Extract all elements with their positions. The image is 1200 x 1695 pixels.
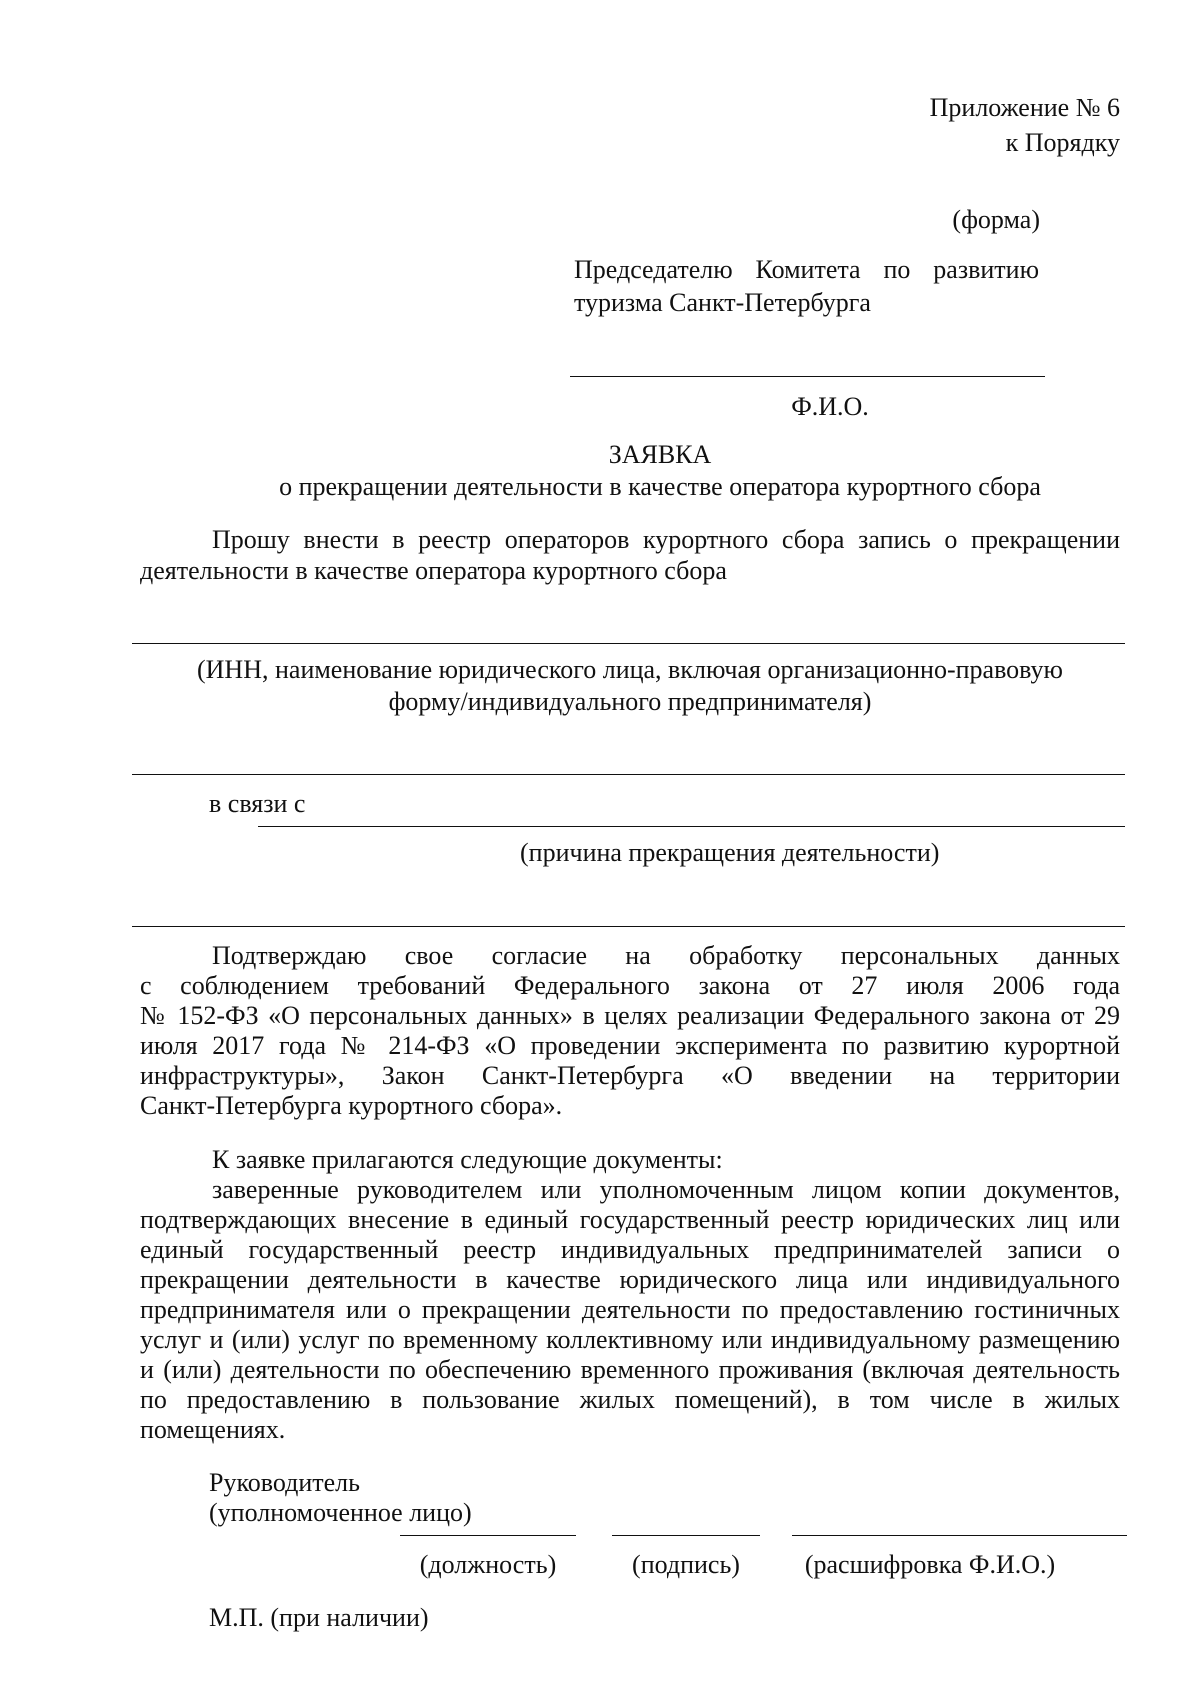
reason-prefix: в связи с (209, 789, 306, 818)
entity-caption-2: форму/индивидуального предпринимателя) (388, 687, 872, 716)
attachments-line-4: прекращении деятельности в качестве юридического лица или индивидуального (140, 1265, 1120, 1294)
attachments-line-7: и (или) деятельности по обеспечению временного проживания (включая деятельность (140, 1355, 1120, 1384)
entity-caption-1: (ИНН, наименование юридического лица, включая организационно-правовую (197, 655, 1063, 684)
attachments-line-1: заверенные руководителем или уполномоченным лицом копии документов, (212, 1175, 1120, 1204)
attachments-line-3: единый государственный реестр индивидуальных предпринимателей записи о (140, 1235, 1120, 1264)
request-line-2: деятельности в качестве оператора курортного сбора (140, 556, 727, 585)
form-label: (форма) (952, 205, 1040, 234)
consent-line-1: Подтверждаю свое согласие на обработку персональных данных (212, 941, 1120, 970)
signature-field-line (612, 1535, 760, 1536)
attachments-intro: К заявке прилагаются следующие документы: (212, 1145, 723, 1174)
entity-field-line (132, 643, 1125, 644)
document-title: ЗАЯВКА (608, 440, 712, 469)
reason-field-line (258, 826, 1125, 827)
stamp-place: М.П. (при наличии) (209, 1603, 429, 1632)
signatory-role-note: (уполномоченное лицо) (209, 1498, 472, 1527)
consent-line-6: Санкт-Петербурга курортного сбора». (140, 1091, 563, 1120)
consent-line-5: инфраструктуры», Закон Санкт-Петербурга «О введении на территории (140, 1061, 1120, 1090)
consent-line-2: с соблюдением требований Федерального закона от 27 июля 2006 года (140, 971, 1120, 1000)
addressee-line-2: туризма Санкт-Петербурга (574, 288, 871, 317)
reason-caption: (причина прекращения деятельности) (520, 838, 940, 867)
entity-field-line-2 (132, 774, 1125, 775)
fio-field-line (570, 376, 1045, 377)
name-caption: (расшифровка Ф.И.О.) (804, 1550, 1056, 1579)
addressee-line-1: Председателю Комитета по развитию (574, 255, 1039, 284)
attachments-line-8: по предоставлению в пользование жилых помещений), в том числе в жилых (140, 1385, 1120, 1414)
signatory-role: Руководитель (209, 1468, 360, 1497)
attachments-line-6: услуг и (или) услуг по временному коллективному или индивидуальному размещению (140, 1325, 1120, 1354)
reason-field-line-2 (132, 926, 1125, 927)
request-line-1: Прошу внести в реестр операторов курортного сбора запись о прекращении (212, 525, 1120, 554)
appendix-reference: к Порядку (1005, 128, 1120, 157)
attachments-line-2: подтверждающих внесение в единый государственный реестр юридических лиц или (140, 1205, 1120, 1234)
attachments-line-9: помещениях. (140, 1415, 286, 1444)
document-subtitle: о прекращении деятельности в качестве оператора курортного сбора (279, 472, 1041, 501)
attachments-line-5: предпринимателя или о прекращении деятельности по предоставлению гостиничных (140, 1295, 1120, 1324)
position-field-line (400, 1535, 576, 1536)
name-field-line (792, 1535, 1127, 1536)
signature-caption: (подпись) (632, 1550, 740, 1579)
position-caption: (должность) (419, 1550, 557, 1579)
consent-line-4: июля 2017 года № 214-ФЗ «О проведении эксперимента по развитию курортной (140, 1031, 1120, 1060)
consent-line-3: № 152-ФЗ «О персональных данных» в целях реализации Федерального закона от 29 (140, 1001, 1120, 1030)
appendix-number: Приложение № 6 (929, 93, 1120, 122)
fio-caption: Ф.И.О. (791, 392, 869, 421)
